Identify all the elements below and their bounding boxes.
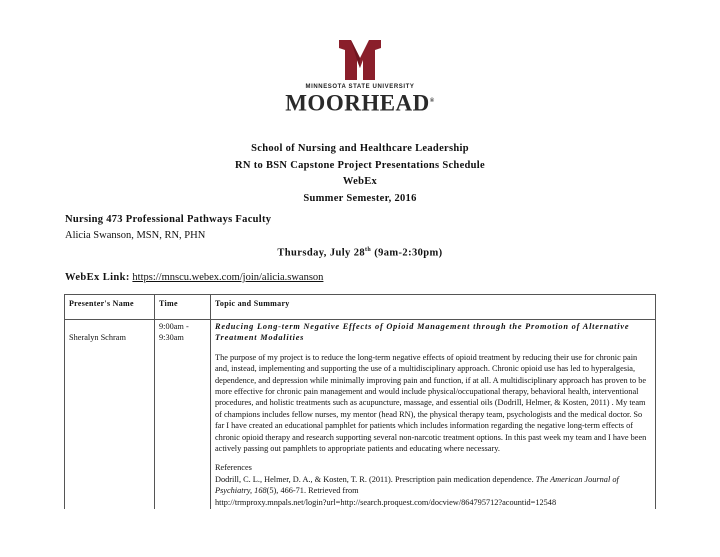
webex-link-line	[65, 272, 323, 283]
topic-summary: The purpose of my project is to reduce the long-term negative effects of opioid treatment by reducing their use for chronic pain and, instead, implementing and supporting the use of a multidisciplinary approach. Chronic opioid use has led to hyperalgesia, dependence, and depression while minimally improving pain and function, if at all. A multidisciplinary approach has proven to be more effective for chronic pain management and would include physical/occupational therapy, behavioral health, interventional procedures, and holistic treatments such as acupuncture, massage, and essential oils (Dodrill, Helmer, & Kosten, 2011) . My team of champions includes fellow nurses, my mentor (head RN), the physical therapy team, psychologists and the medical doctor. So far I have created an educational pamphlet for patients which includes information regarding the negative long-term effects of chronic opioid therapy and research supporting several non-narcotic treatment options. In this past week my team and I have been actively passing out pamphlets to appropriate patients and educating where necessary.	[215, 352, 647, 454]
session-date: Thursday, July 28th (9am-2:30pm)	[277, 247, 443, 259]
webex-label: WebEx Link:	[65, 272, 130, 283]
wordmark: MOORHEAD®	[285, 90, 435, 116]
topic-title: Reducing Long-term Negative Effects of Opioid Management through the Promotion of Alternative Treatment Modalities	[215, 322, 630, 343]
document-heading	[0, 141, 720, 207]
heading-platform: WebEx	[342, 176, 378, 187]
reference-entry: Dodrill, C. L., Helmer, D. A., & Kosten, T. R. (2011). Prescription pain medication dependence. The American Journal of Psychiatry, 168(5), 466-71. Retrieved from	[215, 474, 619, 496]
university-line: MINNESOTA STATE UNIVERSITY	[305, 84, 415, 90]
university-logo	[0, 38, 720, 115]
heading-school: School of Nursing and Healthcare Leadership	[251, 143, 469, 154]
references-label: References	[215, 463, 252, 473]
presentation-time: 9:00am - 9:30am	[155, 320, 211, 510]
faculty-title: Nursing 473 Professional Pathways Faculty	[65, 214, 272, 225]
faculty-block	[65, 212, 271, 244]
schedule-table	[64, 294, 656, 509]
table-header-row	[65, 295, 656, 320]
m-logo-icon	[335, 38, 385, 82]
heading-schedule: RN to BSN Capstone Project Presentations Schedule	[235, 159, 485, 171]
header-topic: Topic and Summary	[211, 295, 656, 320]
presenter-name: Sheralyn Schram	[65, 320, 155, 510]
header-presenter: Presenter's Name	[65, 295, 155, 320]
faculty-name: Alicia Swanson, MSN, RN, PHN	[65, 230, 206, 241]
table-row	[65, 320, 656, 510]
webex-url-link[interactable]: https://mnscu.webex.com/join/alicia.swanson	[132, 272, 324, 283]
topic-summary-cell	[211, 320, 656, 510]
heading-semester: Summer Semester, 2016	[303, 192, 417, 204]
header-time: Time	[155, 295, 211, 320]
reference-url[interactable]: http://trmproxy.mnpals.net/login?url=http://search.proquest.com/docview/864795712?acountid=12548	[215, 497, 557, 507]
